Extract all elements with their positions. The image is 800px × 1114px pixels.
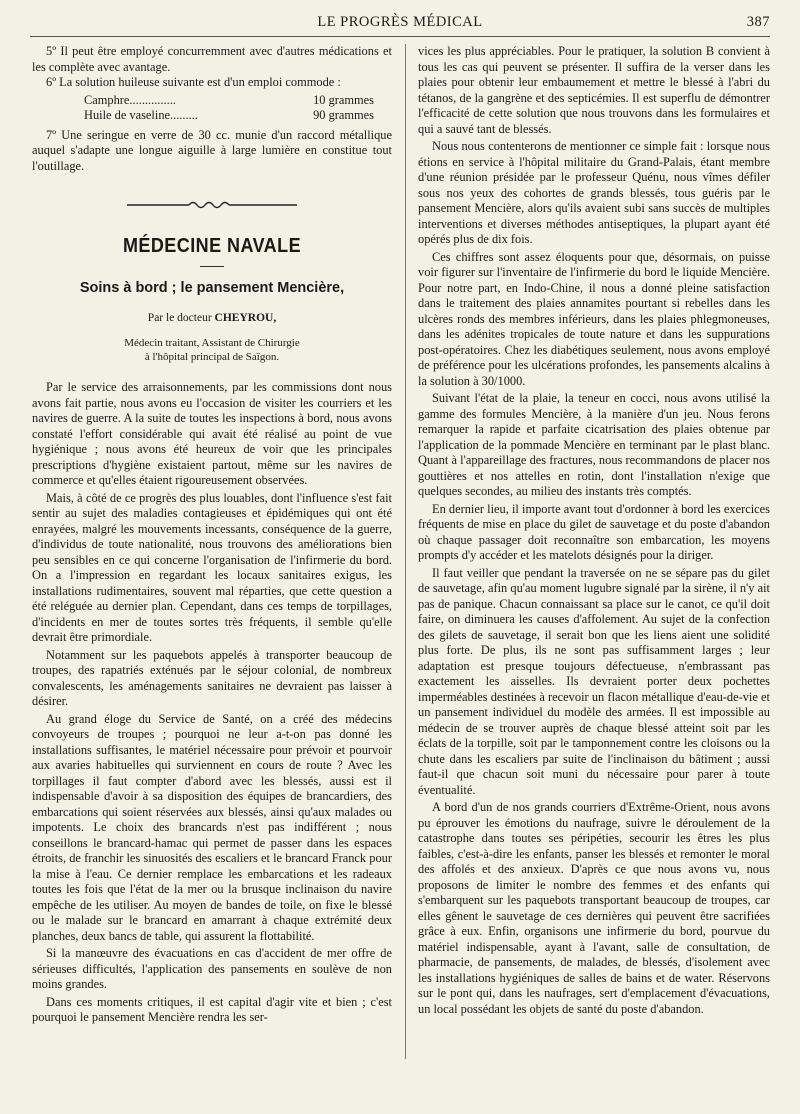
list-item-6: 6º La solution huileuse suivante est d'un emploi commode : [46,75,341,89]
recipe-row [84,93,374,109]
article-title: Soins à bord ; le pansement Mencière, [79,280,345,296]
column-divider [405,44,406,1059]
paragraph: Il faut veiller que pendant la traversée on ne se sépare pas du gilet de sauvetage, afin qu'au moment lugubre signalé par la sirène, il n'y ait pas de panique. Chacun connaissant sa place sur le canot, ce qu'il doit faire, on diminuera les causes d'affolement. Au sujet de la confection des gilets de sauvetage, il serait bon que les liens aient une solidité plus forte. De plus, ils ne sont pas suffisamment larges ; leur adaptation est presque toujours défectueuse, n'embrassant pas exactement les aisselles. Ils devraient porter deux pochettes imperméables destinées à recevoir un flacon métallique d'eau-de-vie et un pansement individuel du modèle des armées. Il est impossible au médecin de se trouver auprès de chaque blessé atteint soit par les éclats de la torpille, soit par le tamponnement contre les cloisons ou la chute dans les escaliers par suite de l'inclinaison du bâtiment ; aussi faut-il que chacun soit muni du nécessaire pour parer à toute éventualité. [418,565,770,797]
affiliation-line: à l'hôpital principal de Saïgon. [144,351,280,363]
journal-title: LE PROGRÈS MÉDICAL [317,14,483,30]
recipe-row [84,108,374,124]
paragraph: Nous nous contenterons de mentionner ce simple fait : lorsque nous étions en service à l'hôpital militaire du Grand-Palais, étant membre d'une réunion présidée par le professeur Quénu, nous vîmes défiler sous nos yeux des cohortes de grands blessés, tous guéris par le pansement Mencière, alors qu'ils avaient subi sans succès de multiples interventions et diverses méthodes antiseptiques, la plupart ayant été opérés plus de dix fois. [418,139,770,246]
flourish-icon [127,200,297,210]
right-column [418,44,770,1019]
header-rule [30,36,770,37]
recipe-quantity: 90 grammes [313,108,374,122]
list-item-7: 7º Une seringue en verre de 30 cc. munie d'un raccord métallique auquel s'adapte une longue aiguille à large lumière en constitue tout l'outillage. [32,127,392,173]
recipe-ingredient: Huile de vaseline [84,108,171,122]
recipe-ingredient: Camphre [84,92,130,107]
list-item-5: 5º Il peut être employé concurremment avec d'autres médications et les complète avec avantage. [32,44,392,74]
recipe [32,93,392,124]
paragraph: vices les plus appréciables. Pour le pratiquer, la solution B convient à tous les cas qui peuvent se présenter. Il suffira de la verser dans les plaies pour obtenir leur embaumement et mettre le blessé à l'abri du tétanos, de la gangrène et des septicémies. Il est superflu de démontrer l'efficacité de cette solution que nous trouvons dans les formulaires et qui a sauvé tant de blessés. [418,44,770,136]
paragraph: Notamment sur les paquebots appelés à transporter beaucoup de troupes, des rapatriés exténués par le séjour colonial, de nombreux convalescents, les aménagements sanitaires ne devraient pas laisser à désirer. [32,647,392,708]
author-name: CHEYROU, [214,311,277,324]
ornament-divider [32,200,392,210]
byline [32,311,392,327]
paragraph: Par le service des arraisonnements, par les commissions dont nous avons fait partie, nous avons eu l'occasion de visiter les courriers et les navires de guerre. A la suite de toutes les inspections à bord, nous avons constaté l'effort considérable qui avait été réalisé au point de vue hygiénique ; nous avons été heureux de voir que les principales prescriptions d'hygiène existaient partout, même sur les navires de commerce et qu'elles étaient rigoureusement observées. [32,380,392,487]
recipe-quantity: 10 grammes [313,92,374,107]
paragraph: Ces chiffres sont assez éloquents pour que, désormais, on puisse voir figurer sur l'inventaire de l'infirmerie du bord le liquide Mencière. Pour notre part, en Indo-Chine, il nous a donné pleine satisfaction dans le traitement des plaies annamites pourtant si rebelles dans les ulcères ronds des membres inférieurs, dans les plaies phlegmoneuses, dans les adénites tropicales de toute nature et dans les suppurations post-opératoires. Chez les diabétiques seulement, nous avons employé de préférence pour les ulcérations profondes, les pansements alcalins à la solution à 30/1000. [418,249,770,388]
left-column [32,44,392,1028]
byline-prefix: Par le docteur [147,311,212,324]
section-title: MÉDECINE NAVALE [122,235,302,257]
page-number: 387 [746,14,770,30]
recipe-dots: ......... [170,108,198,122]
recipe-dots: ............... [129,92,176,107]
paragraph: En dernier lieu, il importe avant tout d'ordonner à bord les exercices fréquents de mise en place du gilet de sauvetage et du poste d'abandon où chaque passager doit reconnaître son embarcation, les moyens prompts d'y accéder et les matelots désignés pour la diriger. [418,501,770,562]
paragraph: Mais, à côté de ce progrès des plus louables, dont l'influence s'est fait sentir au sujet des maladies contagieuses et épidémiques qui ont été enrayées, malgré les mouvements incessants, conséquence de la guerre, d'individus de toute nationalité, nous trouvons des améliorations bien peu sensibles en ce qui concerne l'organisation de l'infirmerie du bord. On a l'impression en regardant les locaux sanitaires exigus, les installations rudimentaires, souvent mal réparties, que cette question a été reléguée au dernier plan. Cependant, dans ces temps de torpillages, d'incidents en mer de toutes sortes très fréquents, il semble qu'elle devrait être primordiale. [32,490,392,644]
author-affiliation [32,336,392,364]
paragraph: Au grand éloge du Service de Santé, on a créé des médecins convoyeurs de troupes ; pourquoi ne leur a-t-on pas donné les installations suffisantes, le matériel nécessaire pour prévoir et pourvoir aux avaries habituelles qui surviennent en cours de route ? Avec les torpillages il faut compter d'abord avec les blessés, aussi est il indispensable d'avoir à sa disposition des équipes de brancardiers, des embarcations qui soient réservées aux blessés, ainsi qu'aux malades ou impotents. Le choix des brancards n'est pas indifférent ; nous conseillons le brancard-hamac qui permet de passer dans les espaces étroits, de franchir les sinuosités des escaliers et le brancard Franck pour la mise à l'eau. Ce dernier remplace les embarcations et les radeaux toutes les fois que l'état de la mer ou la brusque inclinaison du navire empêche de les utiliser. Au moyen de bandes de toile, on fixe le blessé ou le malade sur le brancard en amarrant à chaque extrémité deux planches, deux bancs de table, qui assurent la flottabilité. [32,711,392,943]
paragraph: A bord d'un de nos grands courriers d'Extrême-Orient, nous avons pu éprouver les émotions du naufrage, suivre le déroulement de la catastrophe dans toutes ses péripéties, secourir les êtres les plus faibles, c'est-à-dire les enfants, panser les blessés et remonter le moral des affolés et des anxieux. D'après ce que nous avons vu, nous proposons de limiter le nombre des femmes et des enfants qui s'embarquent sur les paquebots transportant beaucoup de troupes, car elles gênent le sauvetage de ces dernières qui peuvent être sacrifiées grâce à eux. Enfin, organisons une infirmerie du bord, pourvue du matériel indispensable, ayant à l'avant, salle de consultation, de pharmacie, de pansements, de malades, de blessés, d'isolement avec les installations hygiéniques de salles de bains et de water. Réservons sur le pont qui, dans les naufrages, sert d'emplacement d'évacuations, un local possédant les objets de santé du poste d'abandon. [418,800,770,1016]
section-rule [200,266,224,267]
running-head [30,14,770,36]
paragraph: Dans ces moments critiques, il est capital d'agir vite et bien ; c'est pourquoi le pansement Mencière rendra les ser- [32,994,392,1024]
paragraph: Si la manœuvre des évacuations en cas d'accident de mer offre de sérieuses difficultés, l'application des pansements en soulève de non moins grandes. [32,946,392,991]
affiliation-line: Médecin traitant, Assistant de Chirurgie [124,337,300,349]
paragraph: Suivant l'état de la plaie, la teneur en cocci, nous avons utilisé la gamme des formules Mencière, à la manière d'un jeu. Nous ferons remarquer la rapide et parfaite cicatrisation des plaies obtenue par l'application de la pommade Mencière en terminant par le plast blanc. Quant à l'appareillage des fractures, nous recommandons de placer nos gouttières et nos attelles en rotin, dont l'installation n'exige que quelques secondes, au milieu des instants très comptés. [418,391,770,498]
